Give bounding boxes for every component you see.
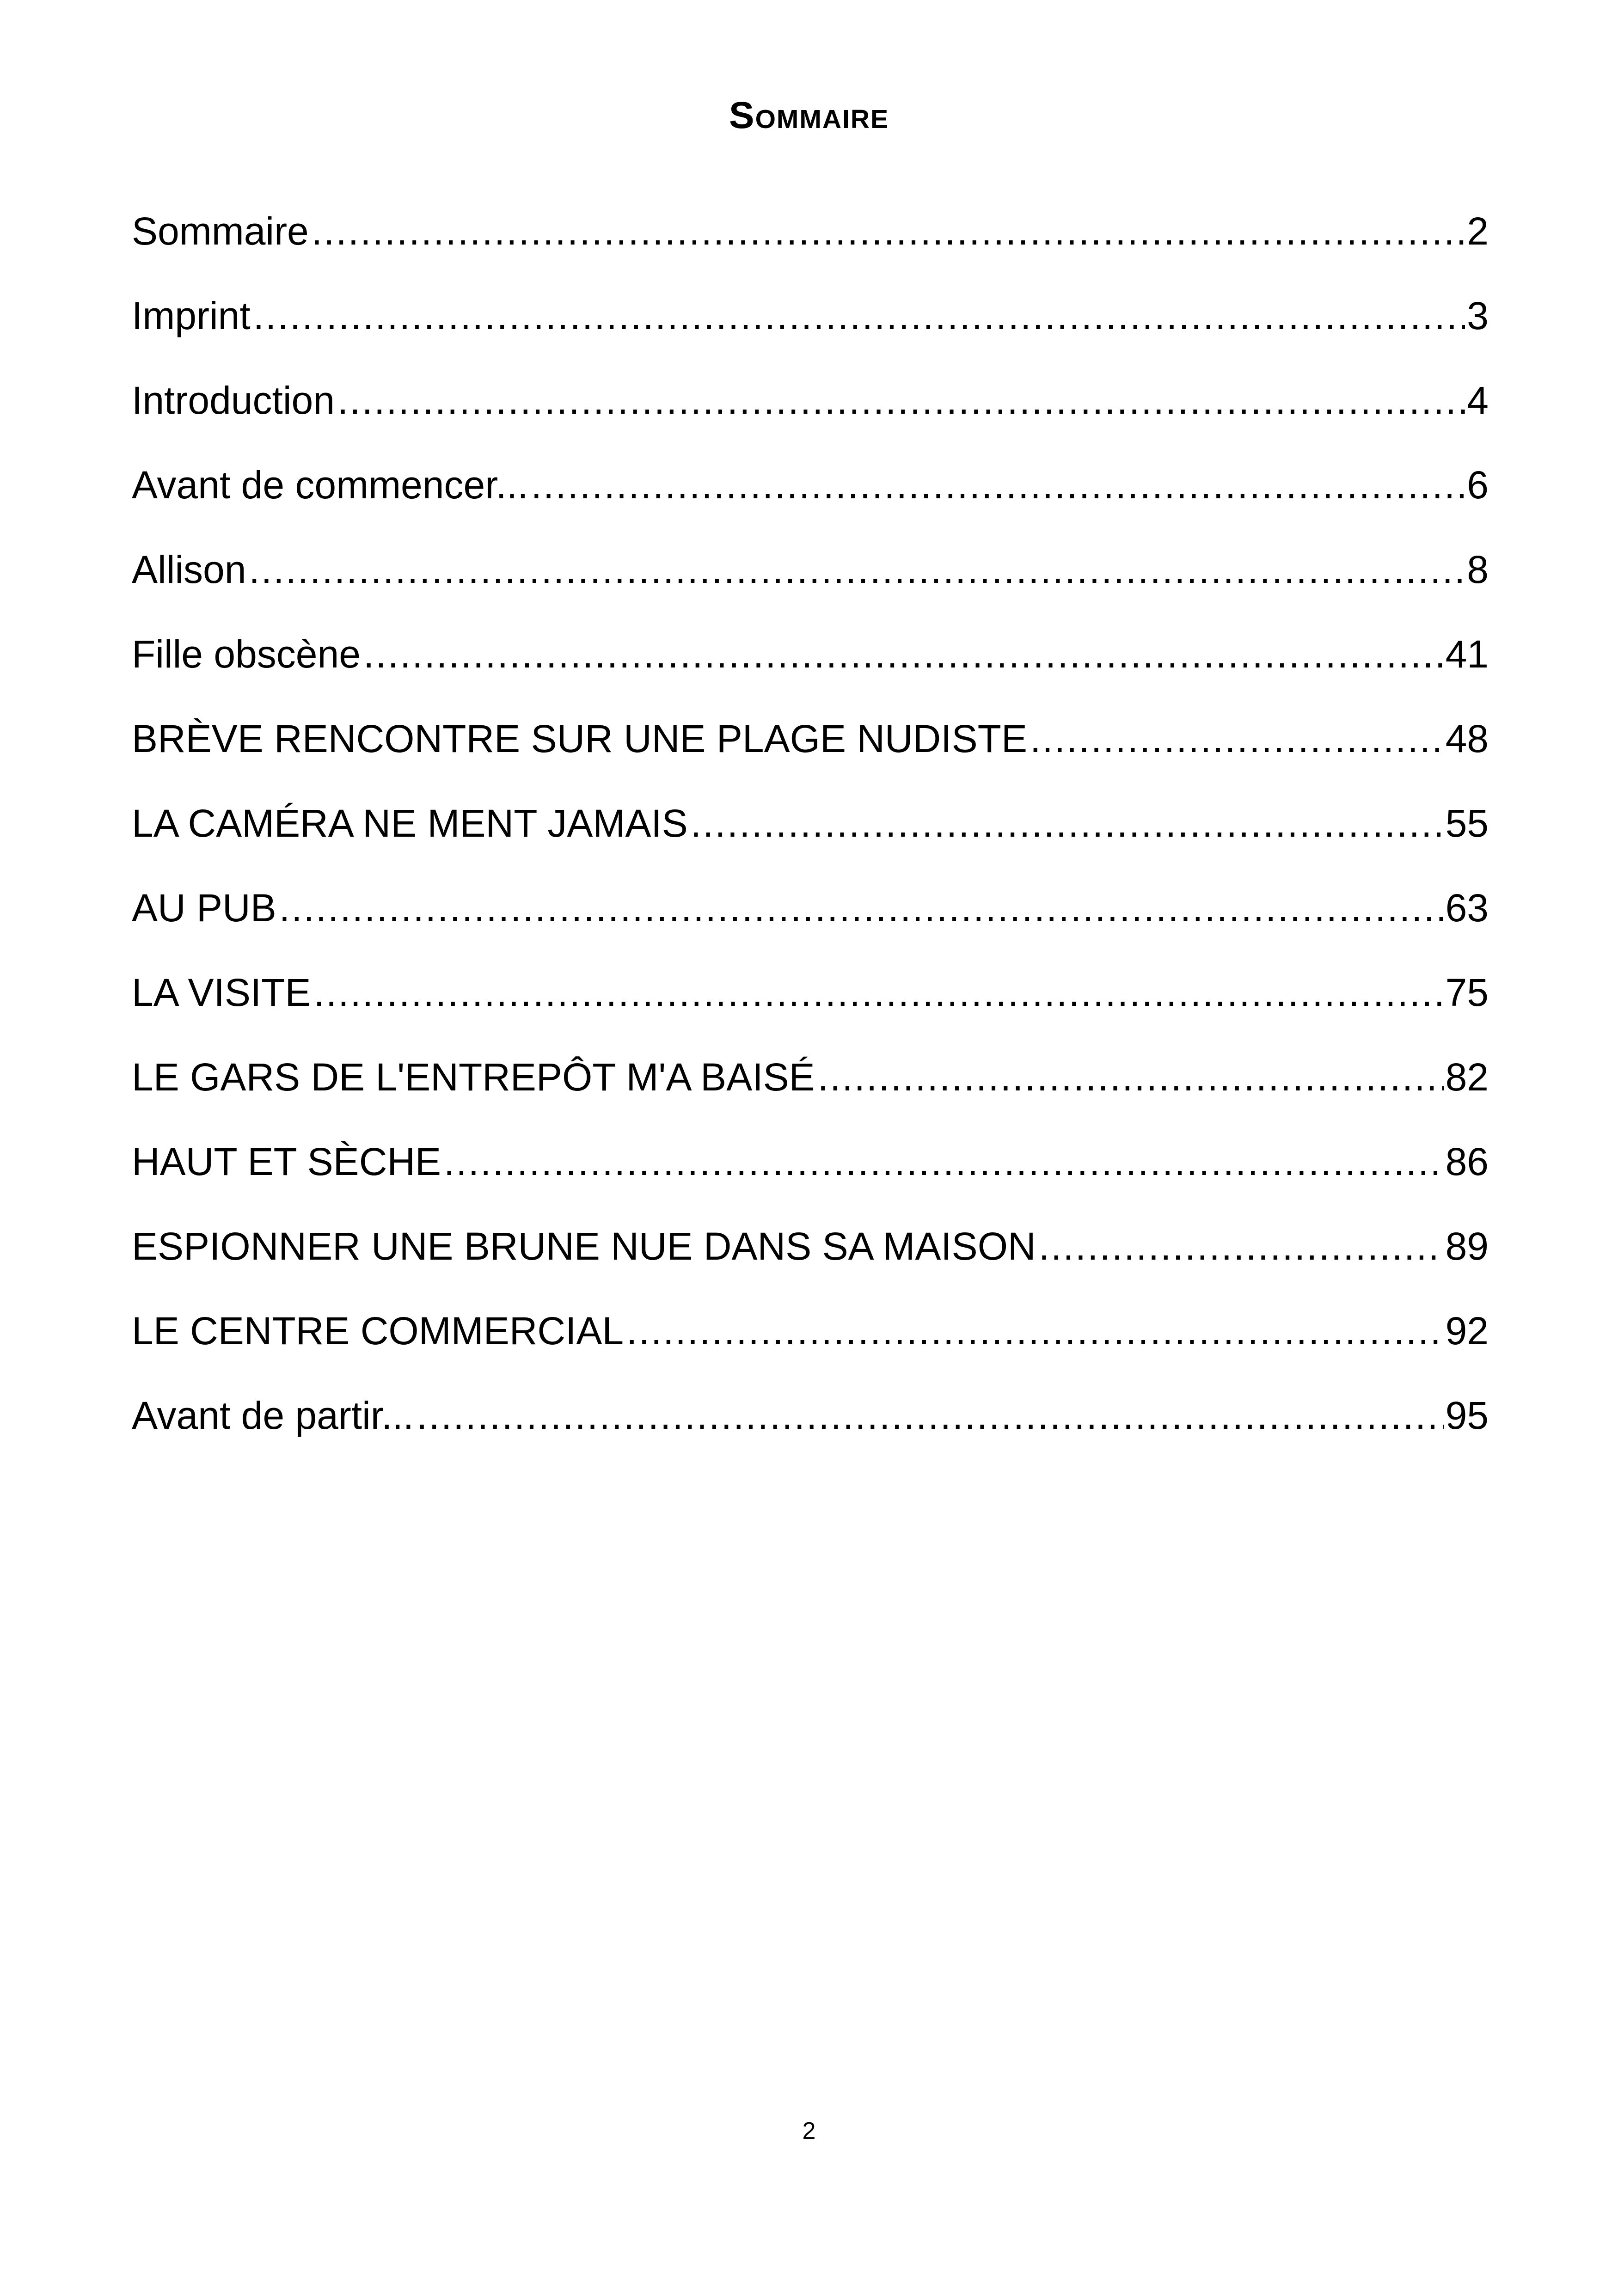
- toc-entry-label: Allison: [132, 548, 246, 591]
- toc-dot-leader: [363, 619, 1444, 689]
- toc-entry-page: 92: [1445, 1309, 1489, 1353]
- toc-entry-label: HAUT ET SÈCHE: [132, 1140, 441, 1183]
- toc-dot-leader: [531, 450, 1465, 520]
- toc-dot-leader: [626, 1296, 1443, 1365]
- toc-entry: [132, 196, 1489, 281]
- toc-entry-page: 41: [1445, 632, 1489, 676]
- toc-dot-leader: [337, 366, 1465, 435]
- toc-entry-page: 55: [1445, 802, 1489, 845]
- toc-entry: [132, 1212, 1489, 1296]
- toc-entry: [132, 535, 1489, 619]
- toc-dot-leader: [417, 1381, 1443, 1450]
- toc-entry: [132, 450, 1489, 535]
- toc-entry: [132, 1127, 1489, 1212]
- toc-entry: [132, 704, 1489, 789]
- page-title: Sommaire: [729, 94, 889, 136]
- toc-entry: [132, 1042, 1489, 1127]
- toc-entry-page: 82: [1445, 1055, 1489, 1099]
- toc-entry: [132, 789, 1489, 873]
- toc-entry-label: BRÈVE RENCONTRE SUR UNE PLAGE NUDISTE: [132, 717, 1028, 760]
- toc-entry-label: ESPIONNER UNE BRUNE NUE DANS SA MAISON: [132, 1225, 1036, 1268]
- toc-entry: [132, 281, 1489, 366]
- toc-entry-page: 75: [1445, 971, 1489, 1014]
- toc-entry-page: 2: [1467, 209, 1489, 253]
- toc-entry-page: 3: [1467, 294, 1489, 337]
- toc-entry-label: LE CENTRE COMMERCIAL: [132, 1309, 624, 1353]
- toc-dot-leader: [279, 873, 1444, 943]
- toc-entry: [132, 1296, 1489, 1381]
- toc-dot-leader: [1030, 704, 1444, 773]
- toc-dot-leader: [249, 535, 1465, 604]
- toc-entry-label: Avant de partir...: [132, 1394, 414, 1437]
- toc-entry-label: LA VISITE: [132, 971, 311, 1014]
- toc-dot-leader: [253, 281, 1465, 350]
- toc-entry-page: 86: [1445, 1140, 1489, 1183]
- toc-entry-label: Fille obscène: [132, 632, 361, 676]
- toc-entry-label: Sommaire: [132, 209, 309, 253]
- toc-entry: [132, 958, 1489, 1042]
- toc-dot-leader: [691, 789, 1444, 858]
- toc-entry-label: LE GARS DE L'ENTREPÔT M'A BAISÉ: [132, 1055, 815, 1099]
- toc-entry: [132, 1381, 1489, 1465]
- page-number: 2: [802, 2118, 816, 2144]
- toc-entry-page: 48: [1445, 717, 1489, 760]
- toc-entry-page: 8: [1467, 548, 1489, 591]
- toc-entry-label: AU PUB: [132, 886, 276, 930]
- toc-dot-leader: [312, 196, 1465, 266]
- toc-entry-page: 89: [1445, 1225, 1489, 1268]
- toc-entry-page: 6: [1467, 463, 1489, 507]
- toc-entry-label: Avant de commencer...: [132, 463, 528, 507]
- toc-dot-leader: [314, 958, 1444, 1027]
- toc-dot-leader: [1039, 1212, 1444, 1281]
- toc-dot-leader: [818, 1042, 1444, 1112]
- toc-entry: [132, 619, 1489, 704]
- toc-dot-leader: [444, 1127, 1444, 1196]
- toc-entry: [132, 873, 1489, 958]
- toc-entry-page: 95: [1445, 1394, 1489, 1437]
- toc-entry-page: 4: [1467, 379, 1489, 422]
- table-of-contents: [132, 196, 1489, 1465]
- toc-entry-page: 63: [1445, 886, 1489, 930]
- toc-entry-label: LA CAMÉRA NE MENT JAMAIS: [132, 802, 688, 845]
- toc-entry-label: Imprint: [132, 294, 251, 337]
- toc-entry: [132, 366, 1489, 450]
- toc-entry-label: Introduction: [132, 379, 335, 422]
